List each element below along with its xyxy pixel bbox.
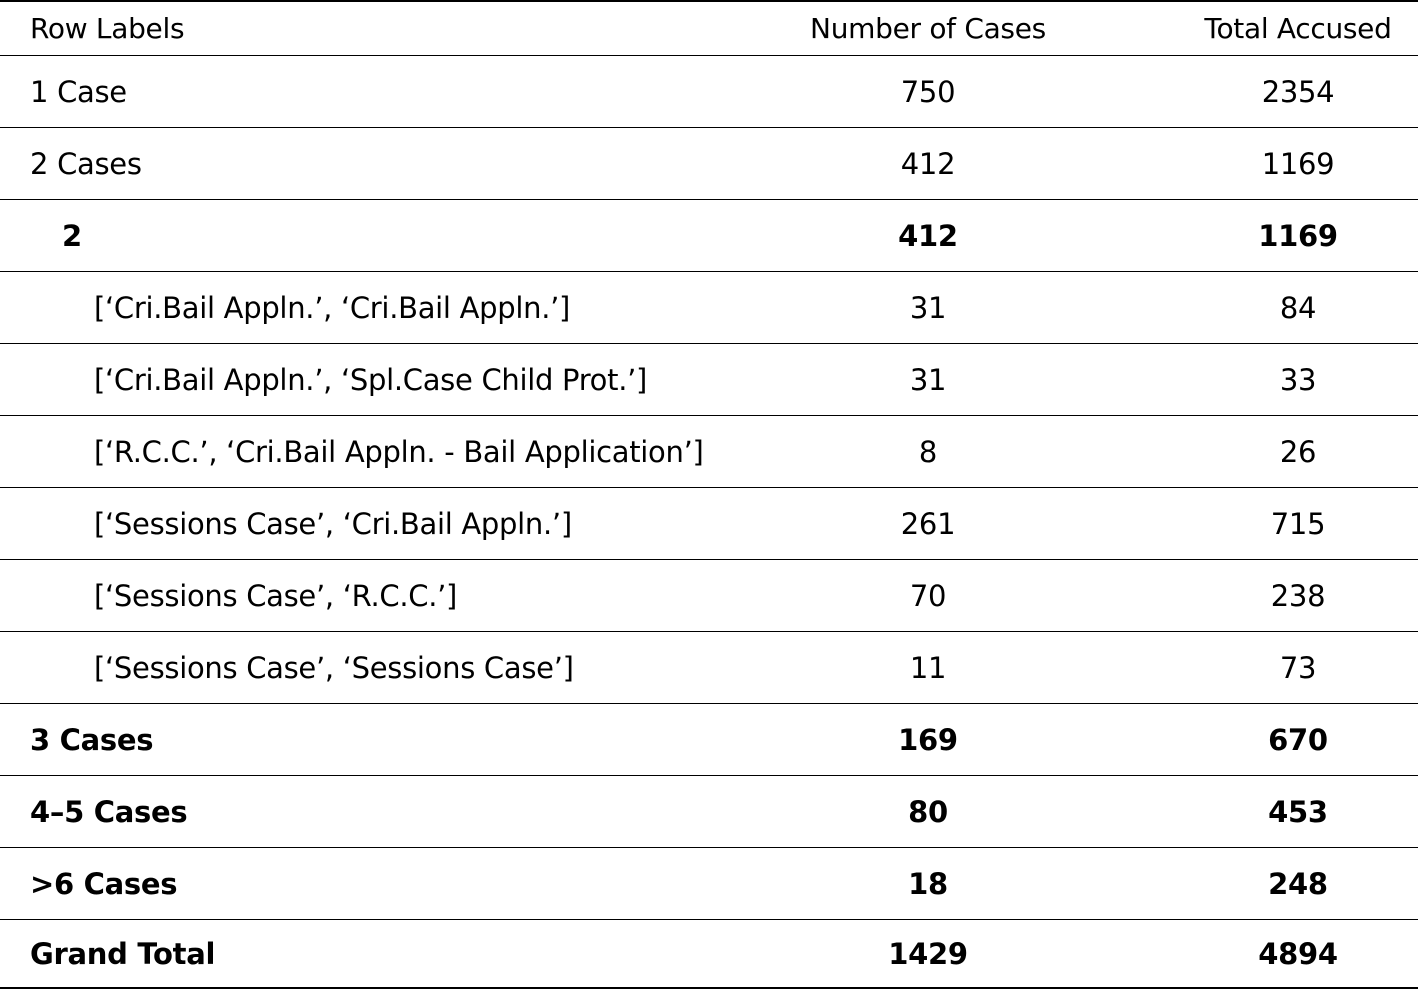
row-total-accused: 238 — [1270, 578, 1326, 613]
table-row — [0, 560, 1418, 632]
row-number-of-cases: 169 — [898, 722, 958, 757]
row-number-of-cases: 261 — [900, 506, 956, 541]
grand-total-number-of-cases: 1429 — [888, 936, 968, 971]
row-label: [‘R.C.C.’, ‘Cri.Bail Appln. - Bail Application’] — [94, 434, 704, 469]
row-label: [‘Cri.Bail Appln.’, ‘Cri.Bail Appln.’] — [94, 290, 571, 325]
row-total-accused: 715 — [1270, 506, 1326, 541]
row-number-of-cases: 750 — [900, 74, 956, 109]
row-number-of-cases: 31 — [909, 362, 947, 397]
grand-total-total-accused: 4894 — [1258, 936, 1338, 971]
table-row — [0, 128, 1418, 200]
header-number-of-cases: Number of Cases — [810, 12, 1046, 45]
row-number-of-cases: 412 — [900, 146, 956, 181]
row-number-of-cases: 11 — [909, 650, 947, 685]
table-row — [0, 776, 1418, 848]
row-number-of-cases: 80 — [908, 794, 948, 829]
table-row — [0, 848, 1418, 920]
row-label: [‘Sessions Case’, ‘Cri.Bail Appln.’] — [94, 506, 572, 541]
row-total-accused: 73 — [1279, 650, 1317, 685]
grand-total-label: Grand Total — [30, 936, 216, 971]
header-total-accused: Total Accused — [1204, 12, 1392, 45]
row-label: 2 — [62, 218, 82, 253]
header-row-labels: Row Labels — [30, 12, 185, 45]
row-label: [‘Sessions Case’, ‘Sessions Case’] — [94, 650, 574, 685]
row-total-accused: 248 — [1268, 866, 1328, 901]
table-row — [0, 416, 1418, 488]
table-row — [0, 488, 1418, 560]
row-total-accused: 26 — [1279, 434, 1317, 469]
row-number-of-cases: 31 — [909, 290, 947, 325]
row-label: 3 Cases — [30, 722, 154, 757]
row-total-accused: 2354 — [1261, 74, 1335, 109]
row-total-accused: 1169 — [1261, 146, 1335, 181]
row-total-accused: 453 — [1268, 794, 1328, 829]
table-row — [0, 56, 1418, 128]
table-row — [0, 632, 1418, 704]
row-label: [‘Sessions Case’, ‘R.C.C.’] — [94, 578, 458, 613]
table-row — [0, 200, 1418, 272]
row-label: 4–5 Cases — [30, 794, 188, 829]
row-label: 1 Case — [30, 74, 127, 109]
row-total-accused: 84 — [1279, 290, 1317, 325]
grand-total-row — [0, 920, 1418, 989]
row-number-of-cases: 412 — [898, 218, 958, 253]
table-header-row — [0, 0, 1418, 56]
row-total-accused: 1169 — [1258, 218, 1338, 253]
row-number-of-cases: 70 — [909, 578, 947, 613]
row-label: [‘Cri.Bail Appln.’, ‘Spl.Case Child Prot.’] — [94, 362, 648, 397]
table-row — [0, 704, 1418, 776]
row-label: >6 Cases — [30, 866, 178, 901]
table-row — [0, 272, 1418, 344]
row-number-of-cases: 8 — [918, 434, 938, 469]
row-label: 2 Cases — [30, 146, 142, 181]
row-total-accused: 33 — [1279, 362, 1317, 397]
row-total-accused: 670 — [1268, 722, 1328, 757]
table-row — [0, 344, 1418, 416]
row-number-of-cases: 18 — [908, 866, 948, 901]
